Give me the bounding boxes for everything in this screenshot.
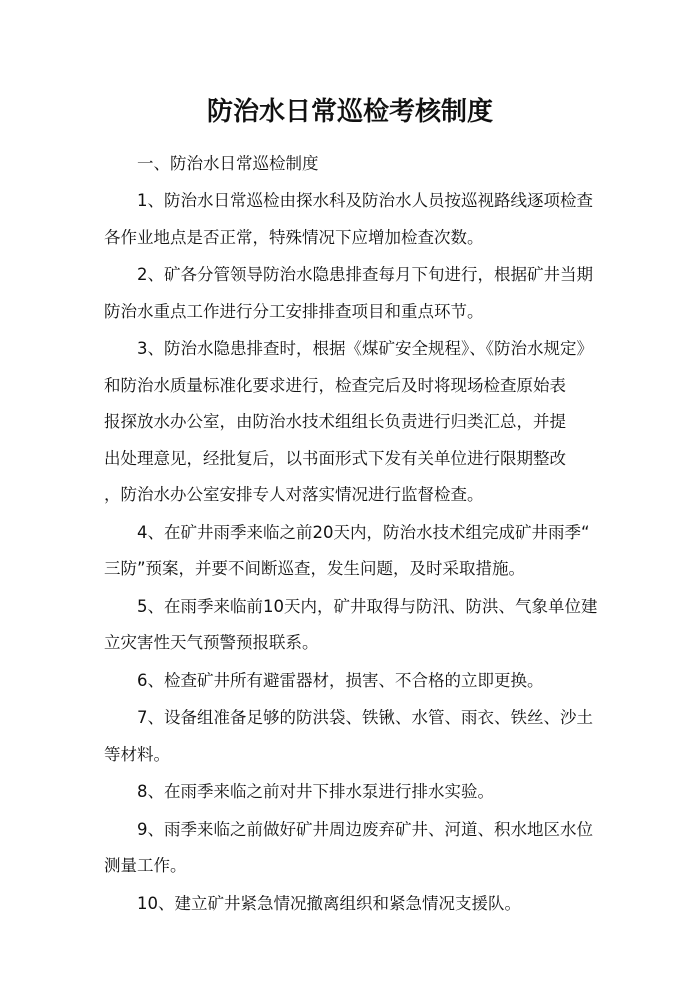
paragraph-line: 4、在矿井雨季来临之前20天内，防治水技术组完成矿井雨季“ — [137, 522, 590, 542]
paragraph-line: 各作业地点是否正常，特殊情况下应增加检查次数。 — [104, 227, 484, 247]
paragraph-2 — [104, 257, 596, 330]
paragraph-8 — [104, 774, 596, 811]
paragraph-line: 出处理意见，经批复后，以书面形式下发有关单位进行限期整改 — [104, 448, 566, 468]
paragraph-7 — [104, 700, 596, 773]
paragraph-line: 和防治水质量标准化要求进行，检查完后及时将现场检查原始表 — [104, 375, 566, 395]
paragraph-line: 10、建立矿井紧急情况撤离组织和紧急情况支援队。 — [137, 893, 521, 913]
paragraph-line: 8、在雨季来临之前对井下排水泵进行排水实验。 — [137, 782, 494, 801]
paragraph-line: 1、防治水日常巡检由探水科及防治水人员按巡视路线逐项检查 — [137, 191, 593, 210]
paragraph-line: 5、在雨季来临前10天内，矿井取得与防汛、防洪、气象单位建 — [137, 596, 598, 616]
document-title: 防治水日常巡检考核制度 — [206, 97, 493, 127]
paragraph-6 — [104, 663, 596, 700]
paragraph-line: 报探放水办公室，由防治水技术组组长负责进行归类汇总，并提 — [104, 412, 566, 431]
paragraph-line: 9、雨季来临之前做好矿井周边废弃矿井、河道、积水地区水位 — [137, 819, 593, 839]
paragraph-line: 三防”预案，并要不间断巡查，发生问题，及时采取措施。 — [104, 559, 526, 578]
paragraph-line: 7、设备组准备足够的防洪袋、铁锹、水管、雨衣、铁丝、沙土 — [137, 708, 593, 727]
paragraph-line: 6、检查矿井所有避雷器材，损害、不合格的立即更换。 — [137, 670, 544, 690]
section-heading: 一、防治水日常巡检制度 — [137, 154, 319, 173]
paragraph-9 — [104, 812, 596, 885]
paragraph-line: 3、防治水隐患排查时，根据《煤矿安全规程》、《防治水规定》 — [137, 339, 593, 358]
paragraph-line: ，防治水办公室安排专人对落实情况进行监督检查。 — [104, 485, 484, 504]
paragraph-line: 防治水重点工作进行分工安排排查项目和重点环节。 — [104, 301, 484, 321]
paragraph-4 — [104, 515, 596, 588]
paragraph-1 — [104, 183, 596, 256]
paragraph-3 — [104, 331, 596, 514]
paragraph-line: 测量工作。 — [104, 856, 187, 875]
paragraph-5 — [104, 589, 596, 662]
paragraph-line: 2、矿各分管领导防治水隐患排查每月下旬进行，根据矿井当期 — [137, 265, 593, 284]
paragraph-line: 立灾害性天气预警预报联系。 — [104, 633, 319, 652]
paragraph-line: 等材料。 — [104, 744, 170, 764]
paragraph-list — [104, 183, 596, 922]
paragraph-10 — [104, 886, 596, 923]
